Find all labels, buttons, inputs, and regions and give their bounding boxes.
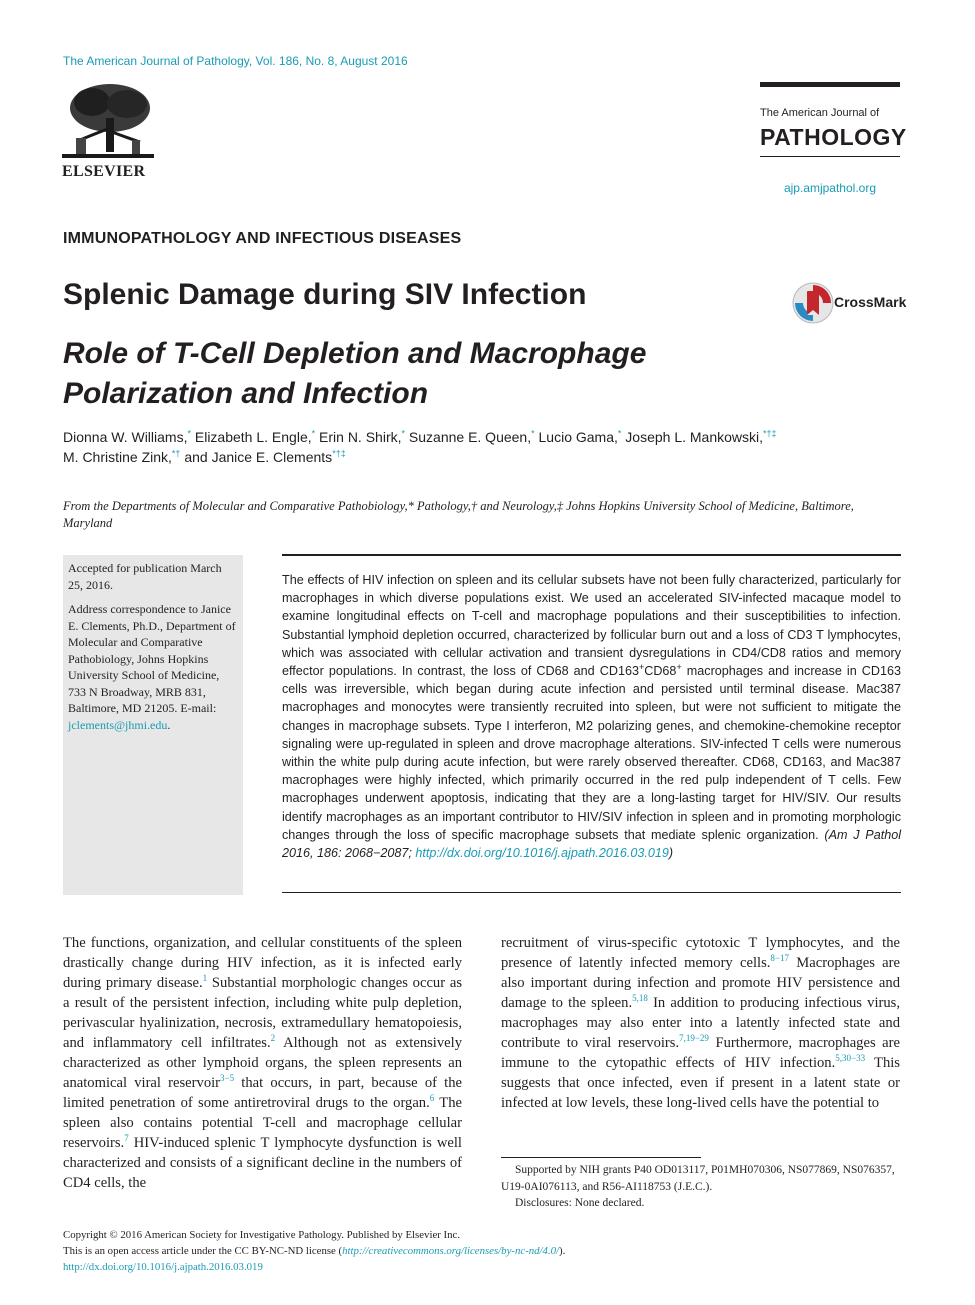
disclosures-note: Disclosures: None declared. (515, 1197, 645, 1209)
reference-link[interactable]: 2 (270, 1033, 276, 1044)
footnotes (501, 1162, 900, 1212)
reference-link[interactable]: 5,30−33 (835, 1053, 866, 1064)
author: Dionna W. Williams,* (63, 428, 191, 445)
footnote-rule (501, 1157, 701, 1158)
reference-link[interactable]: 1 (202, 973, 208, 984)
section-heading: IMMUNOPATHOLOGY AND INFECTIOUS DISEASES (63, 230, 462, 247)
abstract-bottom-rule (282, 892, 901, 893)
elsevier-wordmark: ELSEVIER (62, 163, 146, 180)
doi-link[interactable]: http://dx.doi.org/10.1016/j.ajpath.2016.03.019 (63, 1261, 263, 1273)
journal-citation-line: The American Journal of Pathology, Vol. 186, No. 8, August 2016 (63, 54, 408, 68)
license-link[interactable]: http://creativecommons.org/licenses/by-nc-nd/4.0/ (342, 1245, 560, 1257)
affiliation: From the Departments of Molecular and Comparative Pathobiology,* Pathology,† and Neurology,‡ Johns Hopkins University School of Medicine, Baltimore, Maryland (63, 499, 854, 530)
author: Erin N. Shirk,* (319, 428, 406, 445)
masthead-divider (760, 156, 900, 157)
reference-link[interactable]: 6 (429, 1093, 435, 1104)
reference-link[interactable]: 8−17 (770, 953, 789, 964)
reference-link[interactable]: 7,19−29 (679, 1033, 709, 1044)
elsevier-tree-logo-icon (62, 80, 154, 164)
reference-link[interactable]: 7 (124, 1133, 129, 1144)
article-info-sidebar (63, 555, 243, 895)
masthead-title: PATHOLOGY (760, 124, 907, 150)
crossmark-icon[interactable] (792, 282, 834, 324)
abstract: The effects of HIV infection on spleen and its cellular subsets have not been fully characterized, particularly for macrophages in which diverse populations exist. We used an accelerated SIV-infected macaque model to examine longitudinal effects on T-cell and macrophage populations and their susceptibilities to infection. Substantial lymphoid depletion occurred, characterized by follicular burn out and a loss of CD3 T lymphocytes, which was associated with cellular activation and transient dysregulations in CD4/CD8 ratios and memory effector populations. In contrast, the loss of CD68 and CD163+CD68+ macrophages and increase in CD163 cells was irreversible, which began during acute infection and persisted until terminal disease. Mac387 macrophages and monocytes were transiently recruited into spleen, but were not sufficient to mitigate the changes in macrophage subsets. Type I interferon, M2 polarizing genes, and chemokine-chemokine receptor signaling were up-regulated in spleen and drove macrophage alterations. SIV-infected T cells were numerous within the white pulp during acute infection, but were rarely observed thereafter. CD68, CD163, and Mac387 macrophages were highly infected, which primarily occurred in the red pulp independent of T cells. Few macrophages underwent apoptosis, indicating that they are a long-lasting target for HIV/SIV. Our results identify macrophages as an important contributor to HIV/SIV infection in spleen and in promoting morphologic changes through the loss of specific macrophage subsets that mediate splenic organization. (Am J Pathol 2016, 186: 2068−2087; http://dx.doi.org/10.1016/j.ajpath.2016.03.019) (282, 573, 901, 861)
body-column-left: The functions, organization, and cellular constituents of the spleen drastically change during HIV infection, as it is infected early during primary disease.$^1$ Substantial morphologic changes occur as a result of the persistent infection, including white pulp depletion, perivascular hyalinization, necrosis, extramedullary hematopoiesis, and inflammatory cell infiltrates.$^2$ Although not as extensively characterized as other lymphoid organs, the spleen represents an anatomical viral reservoir$^{3-5}$ that occurs, in part, because of the limited penetration of some antiretroviral drugs to the organ.$^6$ The spleen also contains potential T-cell and macrophage cellular reservoirs.$^7$ HIV-induced splenic T lymphocyte dysfunction is well characterized and consists of a significant decline in the numbers of CD4 cells, the (63, 935, 463, 1191)
author: Elizabeth L. Engle,* (194, 428, 316, 445)
crossmark-label[interactable]: CrossMark (834, 294, 907, 310)
copyright-line: Copyright © 2016 American Society for Investigative Pathology. Published by Elsevier Inc. (63, 1229, 461, 1241)
author: Lucio Gama,* (538, 428, 622, 445)
reference-link[interactable]: 3−5 (220, 1073, 235, 1084)
author: Joseph L. Mankowski,*†‡ (625, 428, 777, 445)
author-list (63, 427, 903, 467)
author: and Janice E. Clements*†‡ (184, 448, 346, 465)
author: M. Christine Zink,*† (63, 448, 181, 465)
article-subtitle: Role of T-Cell Depletion and Macrophage Polarization and Infection (63, 337, 647, 410)
author: Suzanne E. Queen,* (408, 428, 535, 445)
masthead-subtitle: The American Journal of (760, 107, 880, 119)
abstract-top-rule (282, 554, 901, 556)
accepted-date: Accepted for publication March 25, 2016. (68, 561, 222, 592)
correspondence-address: Address correspondence to Janice E. Clements, Ph.D., Department of Molecular and Comparative Pathobiology, Johns Hopkins University School of Medicine, 733 N Broadway, MRB 831, Baltimore, MD 21205. E-mail: jclements@jhmi.edu. (68, 602, 236, 732)
journal-url-link[interactable]: ajp.amjpathol.org (783, 181, 876, 195)
license-line: This is an open access article under the CC BY-NC-ND license (http://creativecommons.org/licenses/by-nc-nd/4.0/). (63, 1245, 566, 1257)
page-footer (63, 1227, 903, 1275)
email-link[interactable]: jclements@jhmi.edu (68, 717, 168, 732)
funding-note: Supported by NIH grants P40 OD013117, P01MH070306, NS077869, NS076357, U19-0AI076113, and R56-AI118753 (J.E.C.). (501, 1164, 895, 1193)
abstract-citation: (Am J Pathol 2016, 186: 2068−2087; http://dx.doi.org/10.1016/j.ajpath.2016.03.019) (282, 827, 901, 861)
body-column-right: recruitment of virus-specific cytotoxic T lymphocytes, and the presence of latently infected memory cells.$^{8-17}$ Macrophages are also important during infection and promote HIV persistence and damage to the spleen.$^{5,18}$ In addition to producing infectious virus, macrophages may also enter into a latently infected state and contribute to viral reservoirs.$^{7,19-29}$ Furthermore, macrophages are immune to the cytopathic effects of HIV infection.$^{5,30-33}$ This suggests that once infected, even if present in a latent state or infected at low levels, these long-lived cells have the potential to (501, 935, 900, 1111)
masthead-top-bar (760, 82, 900, 87)
reference-link[interactable]: 5,18 (632, 993, 648, 1004)
article-title: Splenic Damage during SIV Infection (63, 278, 587, 311)
abstract-doi-link[interactable]: http://dx.doi.org/10.1016/j.ajpath.2016.03.019 (415, 846, 669, 861)
